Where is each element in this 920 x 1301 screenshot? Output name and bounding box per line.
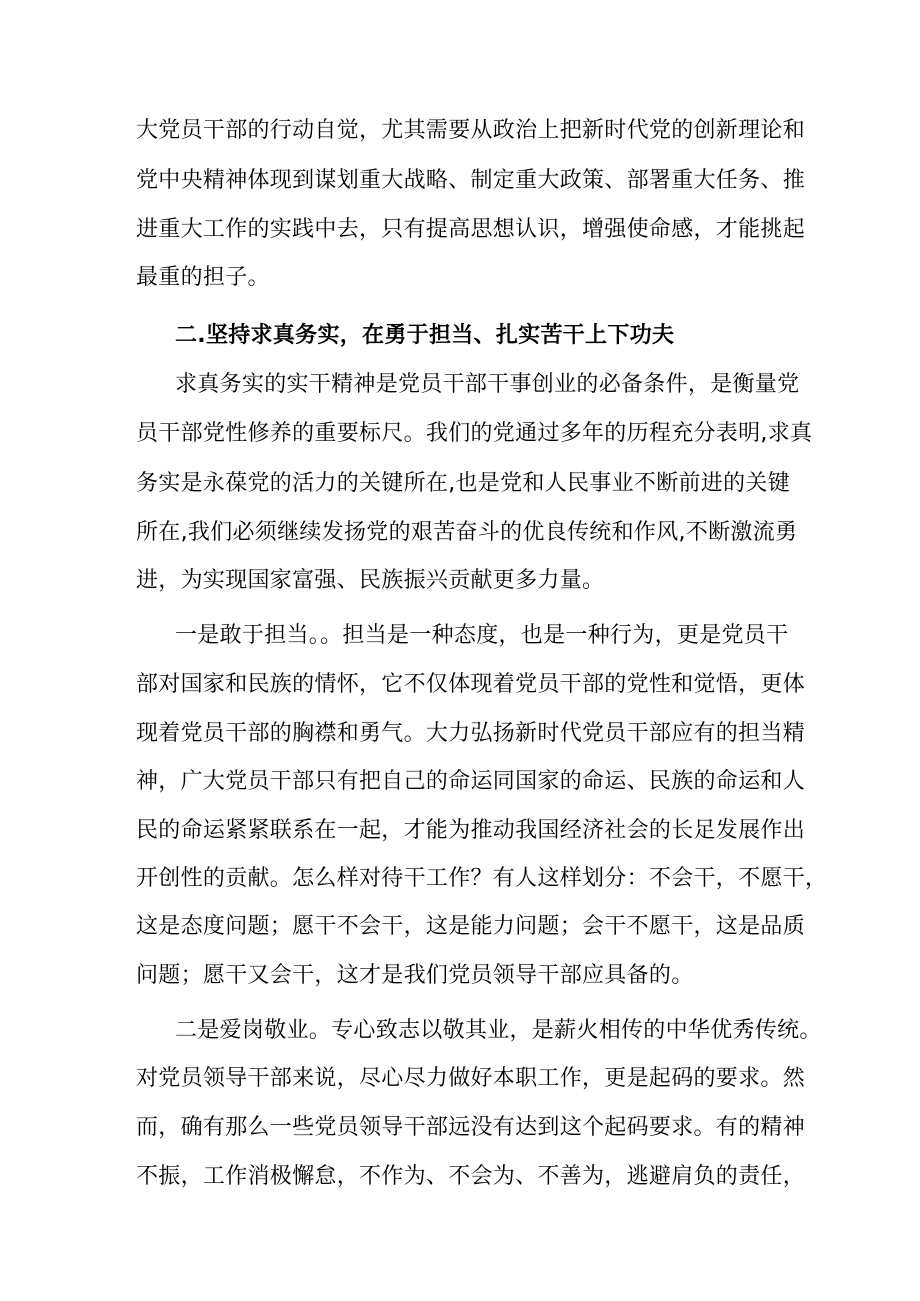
- paragraph-line: 党中央精神体现到谋划重大战略、制定重大政策、部署重大任务、推: [136, 168, 806, 193]
- paragraph-line: 现着党员干部的胸襟和勇气。大力弘扬新时代党员干部应有的担当精: [136, 721, 806, 746]
- paragraph-line: 务实是永葆党的活力的关键所在,也是党和人民事业不断前进的关键: [136, 471, 790, 496]
- paragraph-line: 不振，工作消极懈怠，不作为、不会为、不善为，逃避肩负的责任，: [136, 1164, 806, 1189]
- paragraph-line: 神，广大党员干部只有把自己的命运同国家的命运、民族的命运和人: [136, 769, 806, 794]
- paragraph-line: 所在,我们必须继续发扬党的艰苦奋斗的优良传统和作风,不断激流勇: [136, 520, 798, 545]
- paragraph-line: 一是敢于担当。。担当是一种态度，也是一种行为，更是党员干: [175, 623, 789, 648]
- paragraph-line: 大党员干部的行动自觉，尤其需要从政治上把新时代党的创新理论和: [136, 118, 806, 143]
- section-heading: 二.坚持求真务实，在勇于担当、扎实苦干上下功夫: [175, 323, 675, 348]
- paragraph-line: 开创性的贡献。怎么样对待干工作？有人这样划分：不会干，不愿干，: [136, 866, 828, 891]
- paragraph-line: 民的命运紧紧联系在一起，才能为推动我国经济社会的长足发展作出: [136, 818, 806, 843]
- paragraph-line: 进重大工作的实践中去，只有提高思想认识，增强使命感，才能挑起: [136, 217, 806, 242]
- paragraph-line: 二是爱岗敬业。专心致志以敬其业，是薪火相传的中华优秀传统。: [175, 1018, 822, 1043]
- paragraph-line: 对党员领导干部来说，尽心尽力做好本职工作，更是起码的要求。然: [136, 1066, 806, 1091]
- paragraph-line: 员干部党性修养的重要标尺。我们的党通过多年的历程充分表明,求真: [136, 421, 813, 446]
- paragraph-line: 而，确有那么一些党员领导干部远没有达到这个起码要求。有的精神: [136, 1115, 806, 1140]
- paragraph-line: 这是态度问题；愿干不会干，这是能力问题；会干不愿干，这是品质: [136, 914, 806, 939]
- paragraph-line: 最重的担子。: [136, 265, 270, 290]
- paragraph-line: 进，为实现国家富强、民族振兴贡献更多力量。: [136, 568, 605, 593]
- paragraph-line: 部对国家和民族的情怀，它不仅体现着党员干部的党性和觉悟，更体: [136, 672, 806, 697]
- paragraph-line: 求真务实的实干精神是党员干部干事创业的必备条件，是衡量党: [175, 372, 800, 397]
- paragraph-line: 问题；愿干又会干，这才是我们党员领导干部应具备的。: [136, 963, 694, 988]
